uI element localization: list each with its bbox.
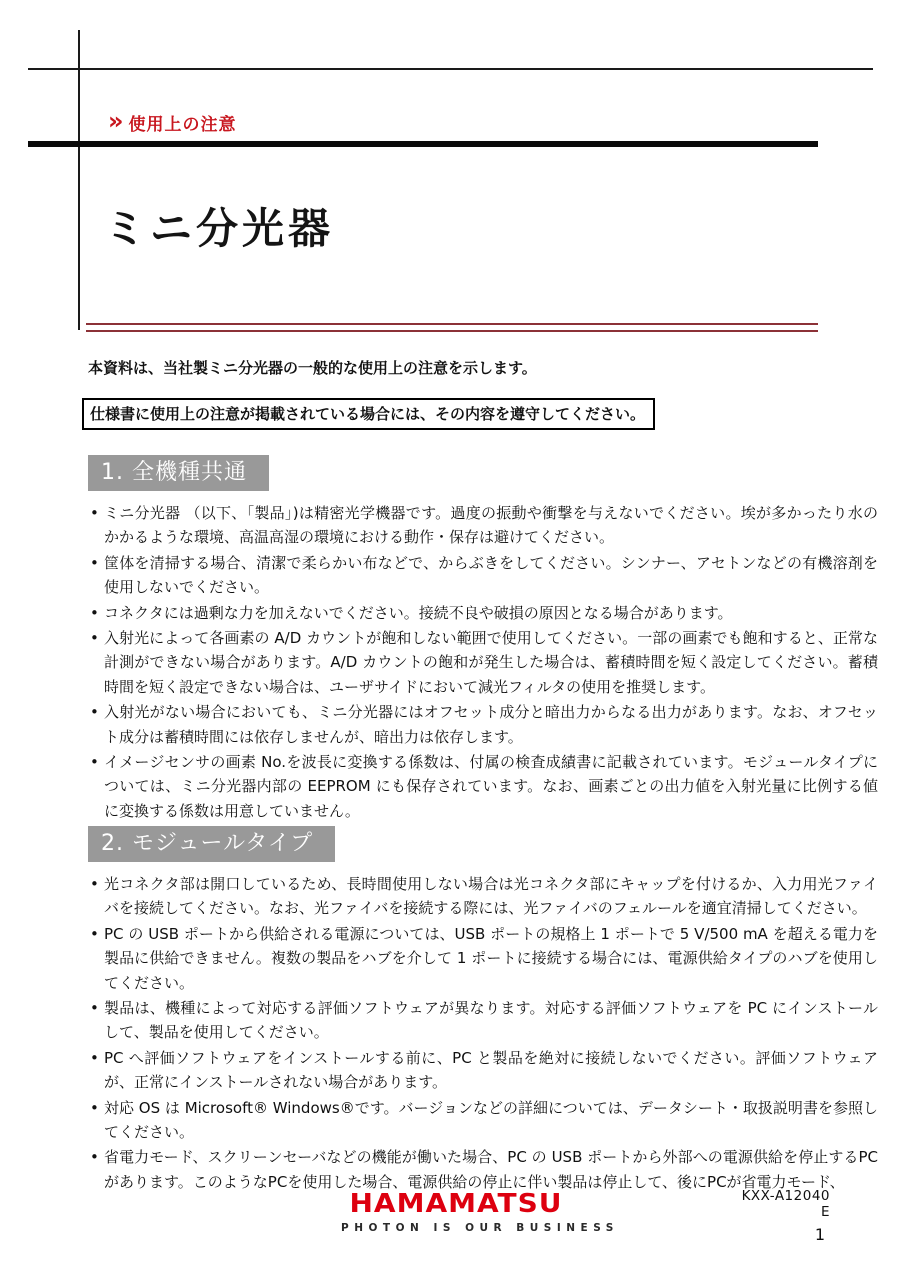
footer-right-block (735, 1188, 830, 1244)
page-number: 1 (814, 1225, 825, 1244)
top-thin-rule (28, 68, 873, 70)
kicker-label: 使用上の注意 (128, 115, 237, 135)
chevron-double-icon: » (108, 106, 121, 135)
section-heading-all-models: 1. 全機種共通 (88, 455, 269, 491)
bullet-item: • 筐体を清掃する場合、清潔で柔らかい布などで、からぶきをしてください。シンナー、アセトンなどの有機溶剤を使用しないでください。 (88, 551, 878, 600)
bullet-item: • 対応 OS は Microsoft® Windows®です。バージョンなどの詳細については、データシート・取扱説明書を参照してください。 (88, 1096, 878, 1145)
hamamatsu-logo-tagline: PHOTON IS OUR BUSINESS (341, 1222, 619, 1234)
bullet-item: • 省電力モード、スクリーンセーバなどの機能が働いた場合、PC の USB ポートから外部への電源供給を停止するPC があります。このようなPCを使用した場合、電源供給の停止に伴い製品は停止して、後にPCが省電力モード、 (88, 1145, 878, 1194)
bullet-item: • 光コネクタ部は開口しているため、長時間使用しない場合は光コネクタ部にキャップを付けるか、入力用光ファイバを接続してください。なお、光ファイバを接続する際には、光ファイバのフェルールを適宜清掃してください。 (88, 872, 878, 921)
section-bullet-list-all-models (88, 501, 878, 824)
bullet-item: • 入射光によって各画素の A/D カウントが飽和しない範囲で使用してください。一部の画素でも飽和すると、正常な計測ができない場合があります。A/D カウントの飽和が発生した場合は、蓄積時間を短く設定してください。蓄積時間を短く設定できない場合は、ユーザサイドにおいて減光フィルタの使用を推奨します。 (88, 626, 878, 699)
section-bullet-list-module-type (88, 872, 878, 1195)
boxed-note: 仕様書に使用上の注意が掲載されている場合には、その内容を遵守してください。 (82, 398, 655, 430)
bullet-item: • 入射光がない場合においても、ミニ分光器にはオフセット成分と暗出力からなる出力があります。なお、オフセット成分は蓄積時間には依存しませんが、暗出力は依存します。 (88, 700, 878, 749)
document-number: KXX-A12040 E (741, 1188, 830, 1220)
bullet-item: • ミニ分光器 （以下、「製品」)は精密光学機器です。過度の振動や衝撃を与えないでください。埃が多かったり水のかかるような環境、高温高湿の環境における動作・保存は避けてください。 (88, 501, 878, 550)
kicker (108, 106, 237, 135)
header-thick-rule (28, 141, 818, 147)
intro-paragraph: 本資料は、当社製ミニ分光器の一般的な使用上の注意を示します。 (88, 359, 537, 377)
section-heading-module-type: 2. モジュールタイプ (88, 826, 335, 862)
bullet-item: • イメージセンサの画素 No.を波長に変換する係数は、付属の検査成績書に記載されています。モジュールタイプについては、ミニ分光器内部の EEPROM にも保存されています。なお、画素ごとの出力値を入射光量に比例する値に変換する係数は用意していません。 (88, 750, 878, 823)
bullet-item: • PC の USB ポートから供給される電源については、USB ポートの規格上 1 ポートで 5 V/500 mA を超える電力を製品に供給できません。複数の製品をハブを介して 1 ポートに接続する場合には、電源供給タイプのハブを使用してください。 (88, 922, 878, 995)
bullet-item: • PC へ評価ソフトウェアをインストールする前に、PC と製品を絶対に接続しないでください。評価ソフトウェアが、正常にインストールされない場合があります。 (88, 1046, 878, 1095)
title-double-rule (86, 323, 818, 332)
bullet-item: • コネクタには過剰な力を加えないでください。接続不良や破損の原因となる場合があります。 (88, 601, 878, 625)
hamamatsu-logo-wordmark: HAMAMATSU (349, 1188, 563, 1219)
page-title: ミニ分光器 (104, 204, 335, 253)
vertical-rule (78, 30, 80, 330)
bullet-item: • 製品は、機種によって対応する評価ソフトウェアが異なります。対応する評価ソフトウェアを PC にインストールして、製品を使用してください。 (88, 996, 878, 1045)
hamamatsu-logo (341, 1188, 619, 1234)
